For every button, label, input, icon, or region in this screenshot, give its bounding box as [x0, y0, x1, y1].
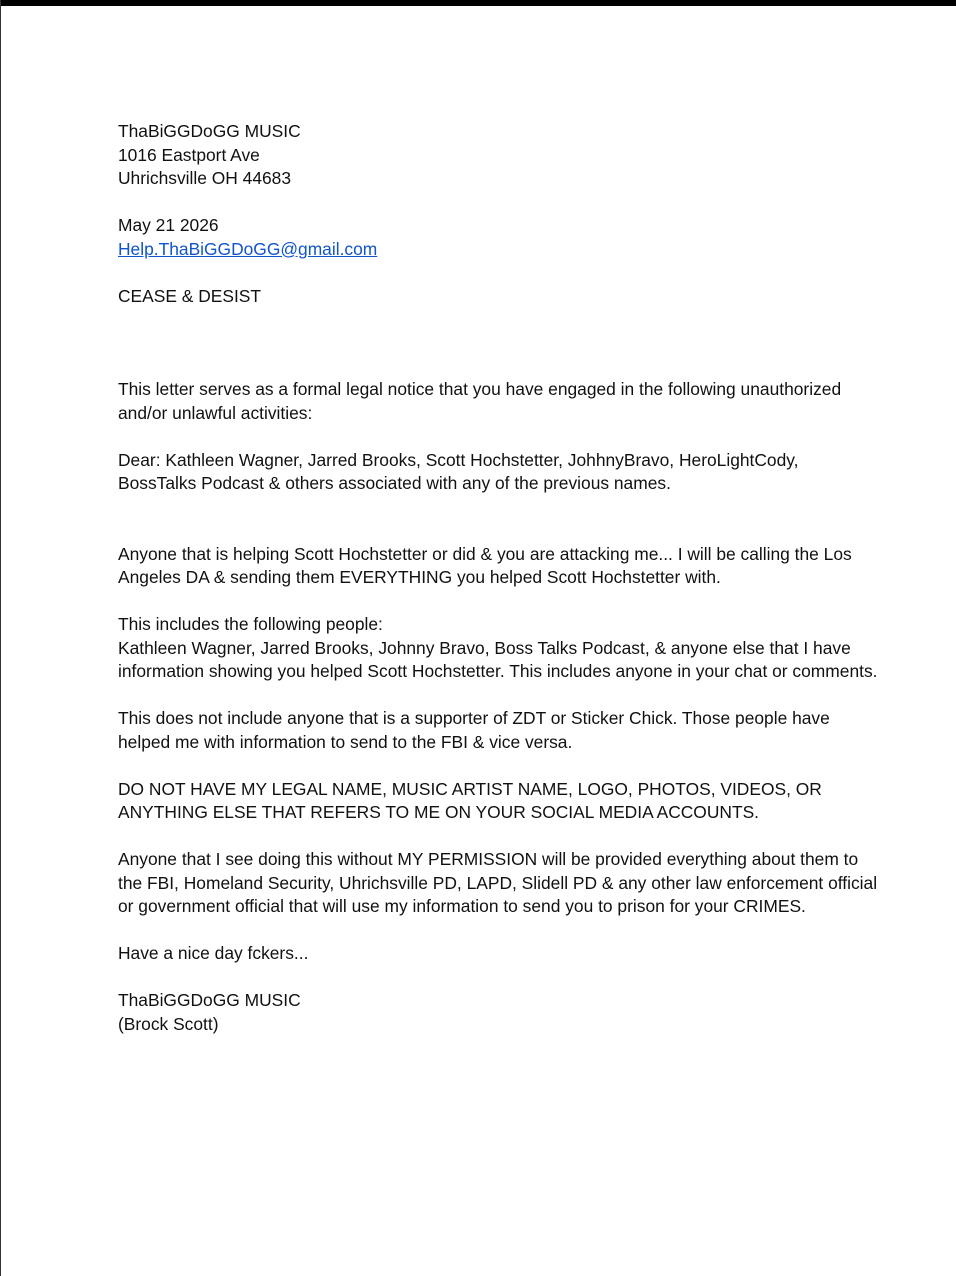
sender-city: Uhrichsville OH 44683 [118, 168, 292, 188]
sender-address [118, 120, 878, 191]
closing-line: Have a nice day fckers... [118, 943, 309, 963]
intro-paragraph: This letter serves as a formal legal notice that you have engaged in the following unauthorized and/or unlawful activities: [118, 379, 842, 423]
letter-body [118, 120, 878, 1036]
top-border [1, 0, 956, 6]
letter-date: May 21 2026 [118, 215, 219, 235]
email-link[interactable]: Help.ThaBiGGDoGG@gmail.com [118, 238, 378, 259]
paragraph-la-da: Anyone that is helping Scott Hochstetter or did & you are attacking me... I will be calling the Los Angeles DA & sending them EVERYTHING you helped Scott Hochstetter with. [118, 543, 852, 587]
paragraph-includes-heading: This includes the following people: [118, 614, 383, 634]
paragraph-demand: DO NOT HAVE MY LEGAL NAME, MUSIC ARTIST NAME, LOGO, PHOTOS, VIDEOS, OR ANYTHING ELSE THAT REFERS TO ME ON YOUR SOCIAL MEDIA ACCOUNTS. [118, 778, 822, 822]
letter-subject: CEASE & DESIST [118, 285, 262, 306]
paragraph-consequences: Anyone that I see doing this without MY PERMISSION will be provided everything about them to the FBI, Homeland Security, Uhrichsville PD, LAPD, Slidell PD & any other law enforcement official or government official that will use my information to send you to prison for your CRIMES. [118, 849, 878, 916]
paragraph-exclusions: This does not include anyone that is a supporter of ZDT or Sticker Chick. Those people have helped me with information to send to the FBI & vice versa. [118, 708, 830, 752]
sender-name: ThaBiGGDoGG MUSIC [118, 121, 301, 141]
paragraph-includes-list: Kathleen Wagner, Jarred Brooks, Johnny Bravo, Boss Talks Podcast, & anyone else that I have information showing you helped Scott Hochstetter. This includes anyone in your chat or comments. [118, 637, 878, 681]
signature-real-name: (Brock Scott) [118, 1013, 219, 1034]
signature-name: ThaBiGGDoGG MUSIC [118, 990, 301, 1010]
sender-street: 1016 Eastport Ave [118, 144, 260, 165]
salutation: Dear: Kathleen Wagner, Jarred Brooks, Scott Hochstetter, JohhnyBravo, HeroLightCody, BossTalks Podcast & others associated with any of the previous names. [118, 449, 799, 493]
